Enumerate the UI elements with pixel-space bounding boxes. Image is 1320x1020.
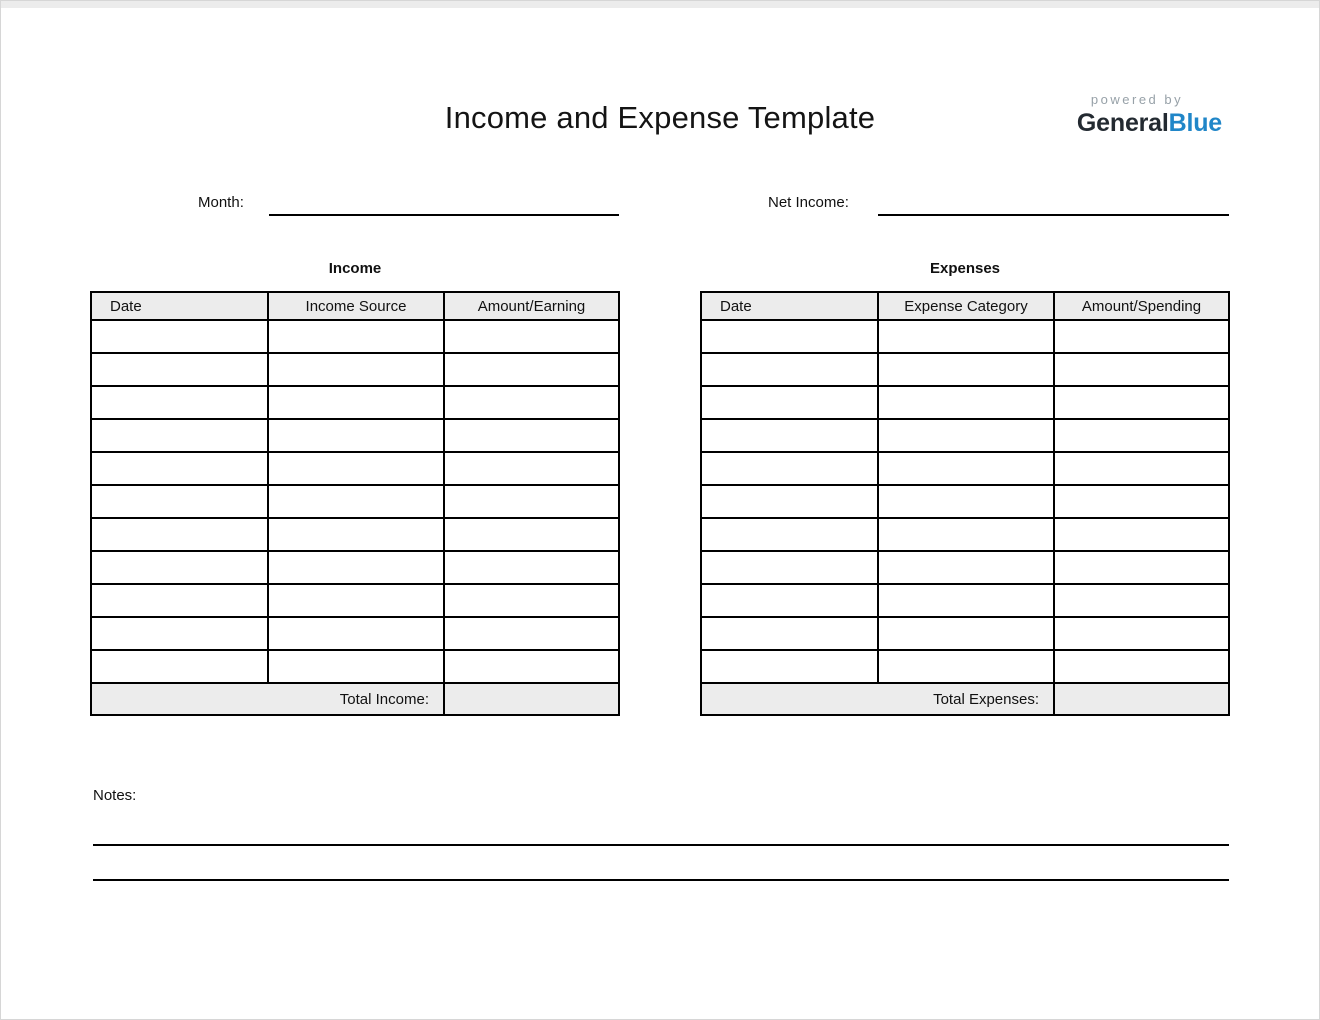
- empty-cell: [1054, 353, 1229, 386]
- empty-cell: [701, 551, 878, 584]
- empty-cell: [268, 650, 444, 683]
- empty-cell: [1054, 452, 1229, 485]
- empty-cell: [91, 353, 268, 386]
- income-header-source: Income Source: [268, 292, 444, 320]
- income-total-label: Total Income:: [91, 683, 444, 715]
- empty-cell: [444, 584, 619, 617]
- empty-cell: [444, 617, 619, 650]
- empty-cell: [1054, 320, 1229, 353]
- empty-cell: [91, 617, 268, 650]
- expenses-table: [700, 291, 1230, 716]
- empty-cell: [878, 419, 1054, 452]
- empty-cell: [701, 584, 878, 617]
- empty-cell: [1054, 518, 1229, 551]
- empty-cell: [701, 617, 878, 650]
- brand-name-dark: General: [1076, 109, 1169, 137]
- empty-cell: [91, 485, 268, 518]
- table-row: [91, 518, 619, 551]
- empty-cell: [1054, 584, 1229, 617]
- empty-cell: [444, 551, 619, 584]
- table-row: [91, 551, 619, 584]
- table-row: [91, 320, 619, 353]
- income-total-row: [91, 683, 619, 715]
- empty-cell: [701, 452, 878, 485]
- empty-cell: [444, 419, 619, 452]
- table-row: [701, 485, 1229, 518]
- table-row: [701, 353, 1229, 386]
- table-row: [91, 386, 619, 419]
- income-total-value-cell: [444, 683, 619, 715]
- page-title: Income and Expense Template: [444, 100, 876, 135]
- empty-cell: [268, 419, 444, 452]
- empty-cell: [268, 320, 444, 353]
- empty-cell: [701, 518, 878, 551]
- empty-cell: [878, 551, 1054, 584]
- table-row: [91, 485, 619, 518]
- empty-cell: [1054, 551, 1229, 584]
- table-row: [701, 452, 1229, 485]
- month-label: Month:: [198, 194, 244, 211]
- empty-cell: [91, 419, 268, 452]
- empty-cell: [1054, 617, 1229, 650]
- table-row: [701, 617, 1229, 650]
- expenses-table-body: [701, 320, 1229, 683]
- table-row: [701, 320, 1229, 353]
- empty-cell: [268, 353, 444, 386]
- empty-cell: [701, 320, 878, 353]
- empty-cell: [444, 386, 619, 419]
- table-row: [91, 584, 619, 617]
- brand-logo: [1077, 92, 1222, 138]
- notes-label: Notes:: [93, 787, 137, 804]
- empty-cell: [1054, 386, 1229, 419]
- empty-cell: [444, 518, 619, 551]
- notes-fill-line-2: [93, 879, 1229, 881]
- empty-cell: [701, 386, 878, 419]
- empty-cell: [701, 353, 878, 386]
- empty-cell: [91, 518, 268, 551]
- expenses-header-date: Date: [701, 292, 878, 320]
- empty-cell: [91, 584, 268, 617]
- expenses-table-header-row: [701, 292, 1229, 320]
- month-fill-line: [269, 214, 619, 216]
- empty-cell: [91, 386, 268, 419]
- empty-cell: [878, 584, 1054, 617]
- empty-cell: [444, 353, 619, 386]
- empty-cell: [878, 617, 1054, 650]
- empty-cell: [701, 485, 878, 518]
- income-table-header-row: [91, 292, 619, 320]
- expenses-total-row: [701, 683, 1229, 715]
- net-income-fill-line: [878, 214, 1229, 216]
- expenses-section-title: Expenses: [929, 260, 1001, 277]
- empty-cell: [91, 320, 268, 353]
- table-row: [701, 650, 1229, 683]
- empty-cell: [1054, 485, 1229, 518]
- empty-cell: [878, 353, 1054, 386]
- empty-cell: [91, 452, 268, 485]
- table-row: [91, 419, 619, 452]
- empty-cell: [444, 650, 619, 683]
- empty-cell: [1054, 419, 1229, 452]
- table-row: [701, 551, 1229, 584]
- powered-by-text: powered by: [1090, 92, 1184, 107]
- empty-cell: [268, 584, 444, 617]
- empty-cell: [701, 419, 878, 452]
- empty-cell: [91, 650, 268, 683]
- empty-cell: [878, 518, 1054, 551]
- brand-wordmark: [1077, 109, 1222, 138]
- table-row: [701, 518, 1229, 551]
- brand-name-blue: Blue: [1168, 109, 1222, 137]
- income-table: [90, 291, 620, 716]
- empty-cell: [878, 386, 1054, 419]
- empty-cell: [878, 320, 1054, 353]
- table-row: [91, 353, 619, 386]
- empty-cell: [268, 386, 444, 419]
- empty-cell: [444, 452, 619, 485]
- income-header-date: Date: [91, 292, 268, 320]
- table-row: [91, 617, 619, 650]
- table-row: [701, 584, 1229, 617]
- table-row: [701, 419, 1229, 452]
- empty-cell: [878, 485, 1054, 518]
- expenses-header-category: Expense Category: [878, 292, 1054, 320]
- table-row: [91, 452, 619, 485]
- expenses-total-label: Total Expenses:: [701, 683, 1054, 715]
- expenses-header-amount: Amount/Spending: [1054, 292, 1229, 320]
- expenses-total-value-cell: [1054, 683, 1229, 715]
- empty-cell: [268, 551, 444, 584]
- empty-cell: [878, 452, 1054, 485]
- empty-cell: [701, 650, 878, 683]
- empty-cell: [1054, 650, 1229, 683]
- income-header-amount: Amount/Earning: [444, 292, 619, 320]
- empty-cell: [268, 452, 444, 485]
- notes-fill-line-1: [93, 844, 1229, 846]
- net-income-label: Net Income:: [768, 194, 849, 211]
- empty-cell: [268, 518, 444, 551]
- page-edge: [1, 1, 1319, 8]
- empty-cell: [268, 485, 444, 518]
- empty-cell: [268, 617, 444, 650]
- empty-cell: [878, 650, 1054, 683]
- income-section-title: Income: [328, 260, 382, 277]
- income-table-body: [91, 320, 619, 683]
- table-row: [91, 650, 619, 683]
- empty-cell: [444, 485, 619, 518]
- table-row: [701, 386, 1229, 419]
- empty-cell: [444, 320, 619, 353]
- empty-cell: [91, 551, 268, 584]
